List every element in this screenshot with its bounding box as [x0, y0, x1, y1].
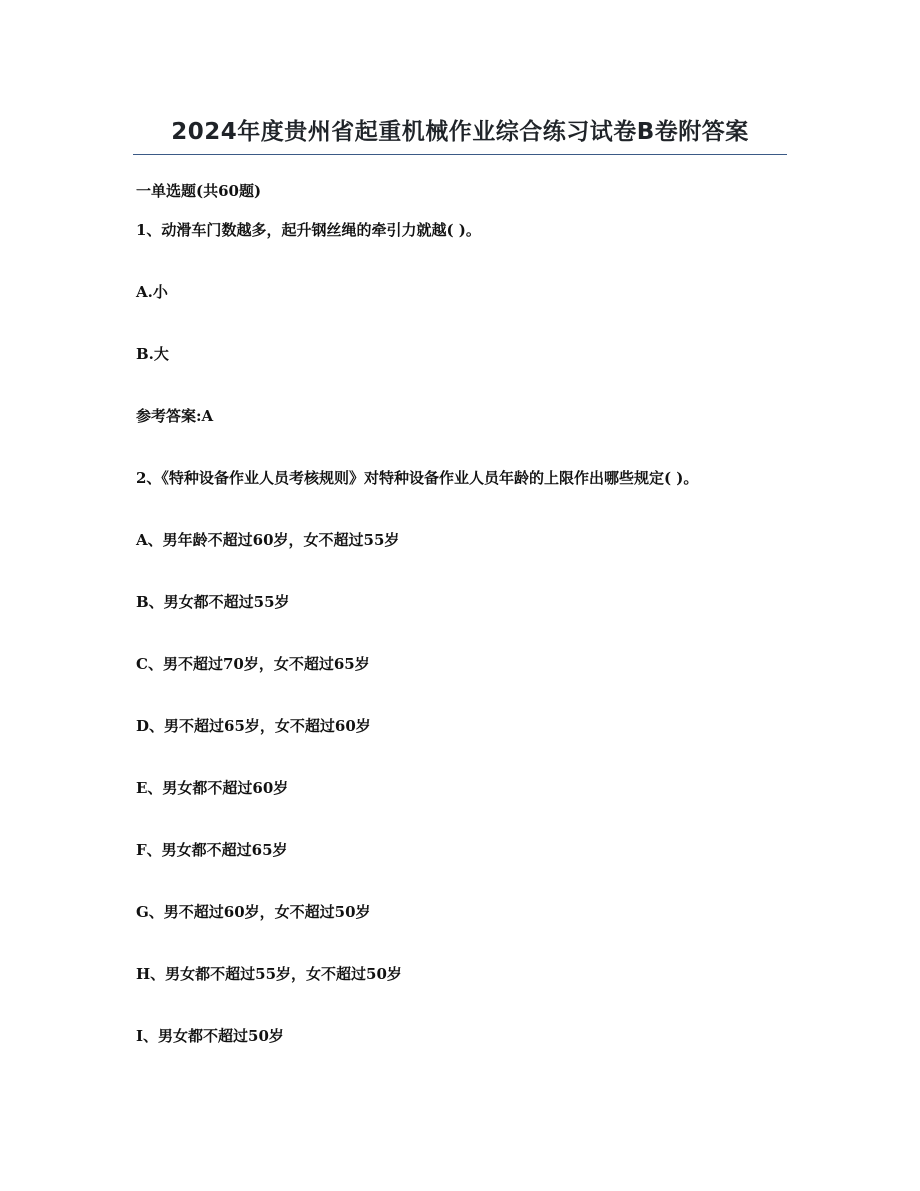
answer-text: 参考答案:A — [136, 407, 214, 425]
option-d: D、男不超过65岁，女不超过60岁 — [136, 717, 371, 735]
option-h: H、男女都不超过55岁，女不超过50岁 — [136, 965, 402, 983]
question-stem: 1、动滑车门数越多，起升钢丝绳的牵引力就越( )。 — [136, 221, 481, 239]
title-divider — [133, 154, 787, 155]
section-heading: 一单选题(共60题) — [136, 182, 262, 200]
option-e: E、男女都不超过60岁 — [136, 779, 289, 797]
option-a: A.小 — [136, 283, 168, 301]
option-i: I、男女都不超过50岁 — [136, 1027, 284, 1045]
option-g: G、男不超过60岁，女不超过50岁 — [136, 903, 371, 921]
document-title: 2024年度贵州省起重机械作业综合练习试卷B卷附答案 — [171, 119, 749, 145]
option-a: A、男年龄不超过60岁，女不超过55岁 — [136, 531, 400, 549]
option-f: F、男女都不超过65岁 — [136, 841, 288, 859]
option-b: B.大 — [136, 345, 169, 363]
option-c: C、男不超过70岁，女不超过65岁 — [136, 655, 370, 673]
question-stem: 2、《特种设备作业人员考核规则》对特种设备作业人员年龄的上限作出哪些规定( )。 — [136, 469, 699, 487]
option-b: B、男女都不超过55岁 — [136, 593, 290, 611]
